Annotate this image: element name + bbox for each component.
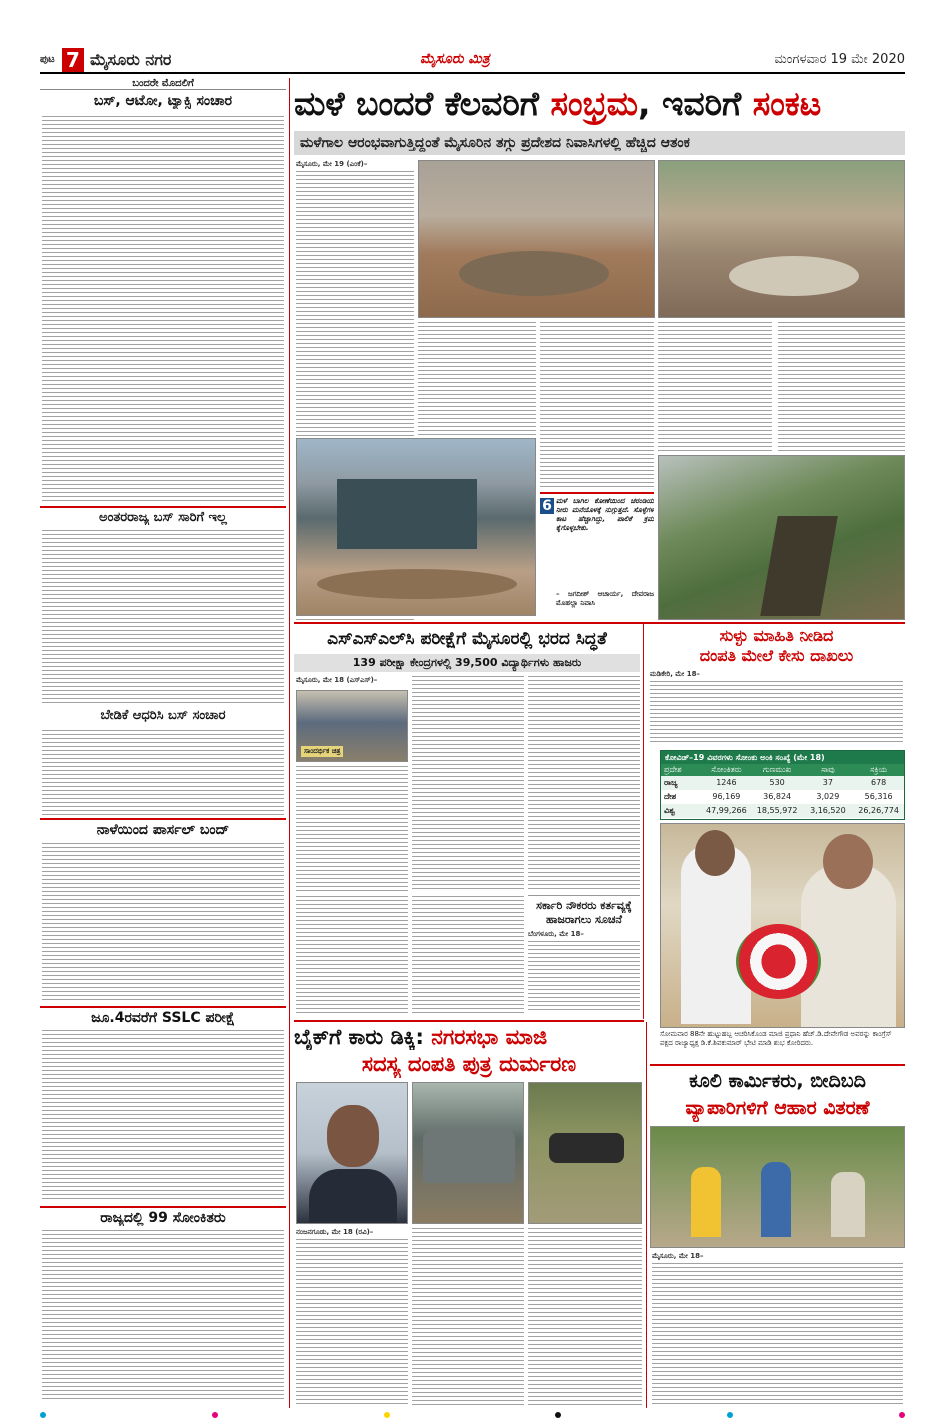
lead-bottom-rule	[294, 622, 905, 624]
text-lines	[296, 1239, 408, 1407]
article-text	[42, 1030, 284, 1202]
sslc-article-text	[412, 896, 524, 1016]
table-cell: 530	[769, 778, 785, 787]
lead-headline-part4: ಸಂಕಟ	[752, 84, 822, 123]
table-row	[661, 790, 904, 804]
left-column	[40, 78, 286, 1408]
headline-state-99-infected: ರಾಜ್ಯದಲ್ಲಿ 99 ಸೋಂಕಿತರು	[40, 1206, 286, 1226]
bouquet	[736, 924, 821, 999]
table-cell: 96,169	[712, 792, 741, 801]
lead-article-text	[540, 438, 654, 490]
column-divider	[289, 78, 290, 1408]
covid-table-title: ಕೋವಿಡ್–19 ವಿವರಗಳು ಸೋಂಕು ಅಂಕಿ ಸಂಖ್ಯೆ (ಮೇ 18)	[661, 751, 904, 764]
article-text	[42, 1230, 284, 1402]
article-text	[42, 843, 284, 1003]
table-cell: 26,26,774	[858, 806, 899, 815]
accident-article-text	[412, 1228, 524, 1408]
paper-name: ಮೈಸೂರು ಮಿತ್ರ	[420, 51, 490, 67]
lead-article-text	[540, 322, 654, 435]
dot	[384, 1412, 390, 1418]
registration-marks	[40, 1412, 905, 1418]
jobs-article-text	[528, 941, 640, 1011]
portrait-body	[309, 1169, 397, 1224]
header-infected: ಸೋಂಕಿತರು	[711, 765, 742, 774]
jobs-headline-line2: ಹಾಜರಾಗಲು ಸೂಚನೆ	[546, 913, 622, 926]
masthead	[40, 48, 905, 74]
portrait-head	[327, 1105, 379, 1167]
lead-article-text	[778, 322, 905, 452]
table-cell: 1246	[716, 778, 737, 787]
sslc-article-text	[296, 766, 408, 892]
lead-headline-part2: ಸಂಭ್ರಮ	[550, 84, 638, 123]
table-cell: 36,824	[763, 792, 792, 801]
sslc-headline: ಎಸ್‌ಎಸ್‌ಎಲ್‌ಸಿ ಪರೀಕ್ಷೆಗೆ ಮೈಸೂರಲ್ಲಿ ಭರದ ಸಿದ್ಧತೆ	[327, 629, 607, 649]
dot	[727, 1412, 733, 1418]
car	[423, 1128, 515, 1183]
headline-interstate-bus: ಅಂತರರಾಜ್ಯ ಬಸ್ ಸಾರಿಗೆ ಇಲ್ಲ	[40, 506, 286, 525]
person-head	[695, 830, 735, 876]
jobs-dateline: ಬೆಂಗಳೂರು, ಮೇ 18–	[528, 930, 584, 938]
headline-bus-auto-taxi: ಬಸ್, ಆಟೋ, ಟ್ಯಾಕ್ಸಿ ಸಂಚಾರ	[93, 93, 233, 109]
sslc-subhead: 139 ಪರೀಕ್ಷಾ ಕೇಂದ್ರಗಳಲ್ಲಿ 39,500 ವಿದ್ಯಾರ್ಥಿಗಳು ಹಾಜರು	[294, 654, 640, 672]
table-cell: 18,55,972	[756, 806, 798, 815]
headline-parcel-bandh: ನಾಳೆಯಿಂದ ಪಾರ್ಸಲ್ ಬಂದ್	[40, 818, 286, 838]
puddle	[729, 256, 859, 296]
covid-table	[660, 750, 905, 820]
dot	[212, 1412, 218, 1418]
dot	[555, 1412, 561, 1418]
photo-label: ಸಾಂದರ್ಭಿಕ ಚಿತ್ರ	[301, 746, 343, 757]
accident-dateline: ನಂಜನಗೂಡು, ಮೇ 18 (ರವಿ)–	[296, 1228, 374, 1236]
waterlogged-photo-2	[658, 160, 905, 318]
accident-headline-part1: ಬೈಕ್‌ಗೆ ಕಾರು ಡಿಕ್ಕಿ:	[294, 1025, 432, 1049]
exam-hall-photo	[296, 690, 408, 762]
food-headline-line1: ಕೂಲಿ ಕಾರ್ಮಿಕರು, ಬೀದಿಬದಿ	[689, 1070, 866, 1092]
accident-headline-part2: ನಗರಸಭಾ ಮಾಜಿ	[431, 1025, 548, 1049]
header-deaths: ಸಾವು	[821, 765, 835, 774]
birthday-caption: ಸೋಮವಾರ 88ನೇ ಹುಟ್ಟುಹಬ್ಬ ಆಚರಿಸಿಕೊಂಡ ಮಾಜಿ ಪ್ರಧಾನಿ ಹೆಚ್.ಡಿ.ದೇವೇಗೌಡ ಅವರನ್ನು ಕಾಂಗ್ರೆಸ್ ಪಕ್ಷದ ರಾಜ್ಯಾಧ್ಯಕ್ಷ ಡಿ.ಕೆ.ಶಿವಕುಮಾರ್ ಭೇಟಿ ಮಾಡಿ ಶುಭ ಕೋರಿದರು.	[660, 1030, 892, 1047]
dot	[899, 1412, 905, 1418]
text-lines	[650, 681, 903, 745]
lead-dateline: ಮೈಸೂರು, ಮೇ 19 (ಎಂಕೆ)–	[296, 160, 368, 168]
lead-article-text	[658, 322, 772, 452]
column-divider	[646, 1022, 647, 1408]
table-cell: ವಿಶ್ವ	[664, 806, 675, 815]
resident-quote	[540, 492, 654, 620]
dot	[40, 1412, 46, 1418]
accident-article-text	[528, 1228, 642, 1408]
table-cell: 3,16,520	[810, 806, 846, 815]
jobs-headline-line1: ಸರ್ಕಾರಿ ನೌಕರರು ಕರ್ತವ್ಯಕ್ಕೆ	[536, 899, 632, 912]
food-article-text	[652, 1252, 903, 1408]
victim-portrait	[296, 1082, 408, 1224]
birthday-photo	[660, 823, 905, 1028]
food-headline-line2: ವ್ಯಾಪಾರಿಗಳಿಗೆ ಆಹಾರ ವಿತರಣೆ	[685, 1097, 870, 1119]
lead-subhead: ಮಳೆಗಾಲ ಆರಂಭವಾಗುತ್ತಿದ್ದಂತೆ ಮೈಸೂರಿನ ತಗ್ಗು ಪ್ರದೇಶದ ನಿವಾಸಿಗಳಲ್ಲಿ ಹೆಚ್ಚಿದ ಆತಂಕ	[294, 131, 905, 155]
table-cell: 56,316	[864, 792, 893, 801]
shop-front	[337, 479, 477, 549]
jobs-box	[528, 895, 640, 1017]
page-number: 7	[62, 48, 84, 72]
section-rule	[650, 1064, 905, 1066]
lead-headline-part1: ಮಳೆ ಬಂದರೆ ಕೆಲವರಿಗೆ	[294, 84, 551, 123]
puddle	[317, 569, 517, 599]
column-divider	[643, 624, 644, 1019]
sslc-dateline: ಮೈಸೂರು, ಮೇ 18 (ಎಸ್‌ಎಸ್)–	[296, 676, 378, 684]
article-text	[42, 530, 284, 705]
page-label: ಪುಟ	[40, 54, 55, 65]
headline-sslc-exam: ಜೂ.4ರವರೆಗೆ SSLC ಪರೀಕ್ಷೆ	[40, 1006, 286, 1026]
volunteer	[761, 1162, 791, 1237]
quote-text: ಮಳೆ ಬಾಗಿಲ ಕೋಣೆಯಿಂದ ಚರಂಡಿಯ ನೀರು ಮನೆಯೊಳಕ್ಕೆ ನುಗ್ಗುತ್ತದೆ. ಸೊಳ್ಳೆಗಳ ಕಾಟ ಹೆಚ್ಚಾಗಿದ್ದು, ಪಾಲಿಕೆ ಕ್ರಮ ಕೈಗೊಳ್ಳಬೇಕು.	[556, 497, 654, 532]
sslc-article-text	[528, 676, 640, 892]
lead-headline-part3: , ಇವರಿಗೆ	[637, 84, 753, 123]
article-text	[42, 116, 284, 501]
covid-table-header	[661, 764, 904, 776]
drain	[760, 516, 838, 616]
table-cell: 3,029	[816, 792, 840, 801]
person-head	[823, 834, 873, 889]
food-dateline: ಮೈಸೂರು, ಮೇ 18–	[652, 1252, 704, 1260]
header-region: ಪ್ರದೇಶ	[664, 765, 682, 774]
section-name: ಮೈಸೂರು ನಗರ	[90, 50, 172, 69]
accident-article-text	[296, 1228, 408, 1408]
section-rule	[294, 1020, 644, 1022]
sslc-article-text	[296, 896, 408, 1016]
accident-headline	[294, 1024, 644, 1050]
table-cell: ದೇಶ	[664, 792, 677, 801]
false-info-article-text	[650, 670, 903, 746]
issue-date: ಮಂಗಳವಾರ 19 ಮೇ 2020	[774, 52, 905, 67]
waterlogged-photo-1	[418, 160, 655, 318]
puddle	[459, 251, 609, 296]
table-row	[661, 804, 904, 818]
shop-street-photo	[296, 438, 536, 616]
false-info-headline-line2: ದಂಪತಿ ಮೇಲೆ ಕೇಸು ದಾಖಲು	[699, 646, 854, 665]
bike	[549, 1133, 624, 1163]
lead-headline	[294, 80, 905, 128]
drain-photo	[658, 455, 905, 620]
table-cell: 37	[822, 778, 833, 787]
table-row	[661, 776, 904, 790]
quote-mark-icon: 6	[540, 498, 554, 514]
header-active: ಸಕ್ರಿಯ	[870, 765, 888, 774]
food-distribution-photo	[650, 1126, 905, 1248]
header-recovered: ಗುಣಮುಖ	[762, 765, 792, 774]
crashed-bike-photo	[528, 1082, 642, 1224]
table-cell: 47,99,266	[706, 806, 747, 815]
kicker: ಬಂದರೇ ಮೊದಲಿಗೆ	[40, 78, 286, 90]
volunteer	[831, 1172, 865, 1237]
quote-attribution: – ಜಗದೀಶ್ ಆಚಾರ್ಯ, ದೇವರಾಜ ಮೊಹಲ್ಲಾ ನಿವಾಸಿ	[556, 590, 654, 607]
text-lines	[652, 1263, 903, 1407]
volunteer	[691, 1167, 721, 1237]
headline-demand-bus: ಬೇಡಿಕೆ ಆಧರಿಸಿ ಬಸ್ ಸಂಚಾರ	[100, 708, 226, 723]
false-info-dateline: ಮಡಿಕೇರಿ, ಮೇ 18–	[650, 670, 700, 678]
table-cell: 678	[870, 778, 887, 787]
crashed-car-photo	[412, 1082, 524, 1224]
article-text	[42, 730, 284, 815]
accident-headline-line2: ಸದಸ್ಯ ದಂಪತಿ ಪುತ್ರ ದುರ್ಮರಣ	[361, 1052, 577, 1076]
sslc-article-text	[412, 676, 524, 892]
false-info-headline-line1: ಸುಳ್ಳು ಮಾಹಿತಿ ನೀಡಿದ	[719, 626, 834, 645]
table-cell: ರಾಜ್ಯ	[664, 778, 678, 787]
lead-article-text	[418, 322, 536, 435]
